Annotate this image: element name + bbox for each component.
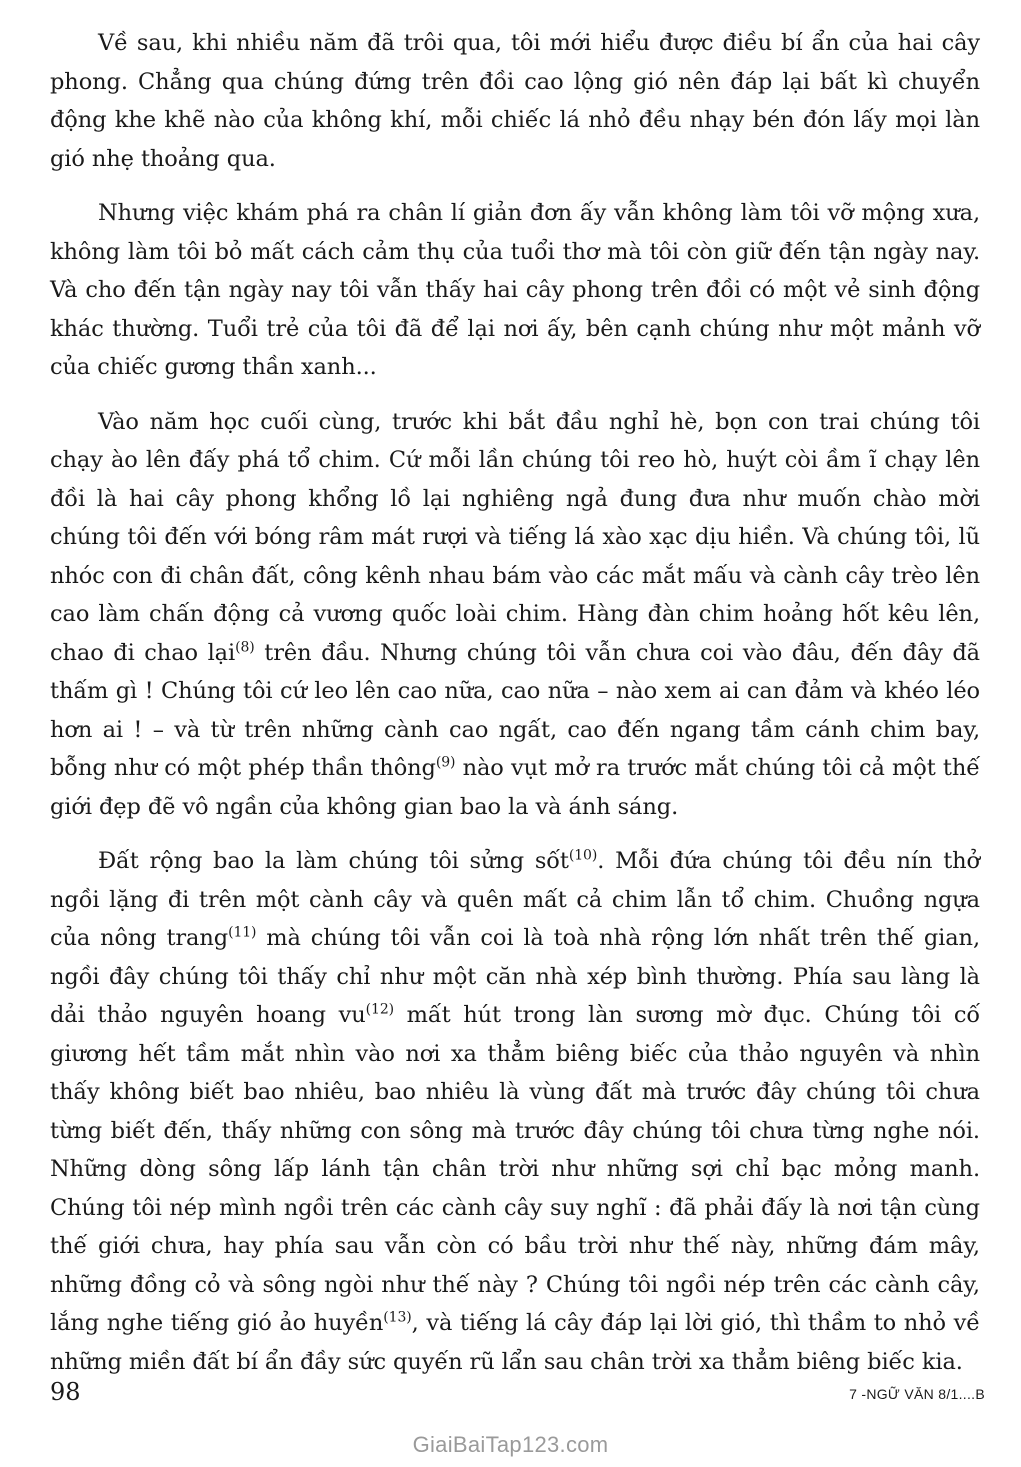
paragraph-text: Nhưng việc khám phá ra chân lí giản đơn ấy vẫn không làm tôi vỡ mộng xưa, không làm tôi bỏ mất cách cảm thụ của tuổi thơ mà tôi còn giữ đến tận ngày nay. Và cho đến tận ngày nay tôi vẫn thấy hai cây phong trên đồi có một vẻ sinh động khác thường. Tuổi trẻ của tôi đã để lại nơi ấy, bên cạnh chúng như một mảnh vỡ của chiếc gương thần xanh...	[50, 200, 980, 380]
footnote-marker: (11)	[228, 924, 257, 941]
paragraph-text: Đất rộng bao la làm chúng tôi sửng sốt	[98, 848, 569, 874]
footnote-marker: (13)	[383, 1309, 412, 1326]
page-number: 98	[50, 1378, 81, 1406]
paragraph-text: trên đầu. Nhưng chúng tôi vẫn chưa coi vào đâu, đến đây đã thấm gì ! Chúng tôi cứ leo lên cao nữa, cao nữa – nào xem ai can đảm và khéo léo hơn ai ! – và từ trên những cành cao ngất, cao đến ngang tầm cánh chim bay, bỗng như có một phép thần thông	[50, 639, 980, 781]
paragraph-text: . Mỗi đứa chúng tôi đều nín thở ngồi lặng đi trên một cành cây và quên mất cả chim lẫn tổ chim. Chuồng ngựa của nông trang	[50, 848, 980, 951]
footnote-marker: (10)	[568, 847, 598, 864]
watermark-text: GiaiBaiTap123.com	[412, 1432, 609, 1457]
page-body	[50, 24, 980, 1381]
paragraph-text: nào vụt mở ra trước mắt chúng tôi cả một thế giới đẹp đẽ vô ngần của không gian bao la và ánh sáng.	[50, 755, 980, 820]
paragraph-text: Về sau, khi nhiều năm đã trôi qua, tôi mới hiểu được điều bí ẩn của hai cây phong. Chẳng qua chúng đứng trên đồi cao lộng gió nên đáp lại bất kì chuyển động khe khẽ nào của không khí, mỗi chiếc lá nhỏ đều nhạy bén đón lấy mọi làn gió nhẹ thoảng qua.	[50, 30, 980, 172]
footnote-marker: (8)	[235, 639, 255, 655]
footnote-marker: (9)	[435, 754, 456, 771]
paragraph-text: mất hút trong làn sương mờ đục. Chúng tôi cố giương hết tầm mắt nhìn vào nơi xa thẳm biêng biếc của thảo nguyên và nhìn thấy không biết bao nhiêu, bao nhiêu là vùng đất mà trước đây chúng tôi chưa từng biết đến, thấy những con sông mà trước đây chúng tôi chưa từng nghe nói. Những dòng sông lấp lánh tận chân trời như những sợi chỉ bạc mỏng manh. Chúng tôi nép mình ngồi trên các cành cây suy nghĩ : đã phải đấy là nơi tận cùng thế giới chưa, hay phía sau vẫn còn có bầu trời như thế này, những đám mây, những đồng cỏ và sông ngòi như thế này ? Chúng tôi ngồi nép trên các cành cây, lắng nghe tiếng gió ảo huyền	[50, 1002, 980, 1336]
paragraph-2	[50, 194, 980, 387]
paragraph-text: Vào năm học cuối cùng, trước khi bắt đầu nghỉ hè, bọn con trai chúng tôi chạy ào lên đấy phá tổ chim. Cứ mỗi lần chúng tôi reo hò, huýt còi ầm ĩ chạy lên đồi là hai cây phong khổng lồ lại nghiêng ngả đung đưa như muốn chào mời chúng tôi đến với bóng râm mát rượi và tiếng lá xào xạc dịu hiền. Và chúng tôi, lũ nhóc con đi chân đất, công kênh nhau bám vào các mắt mấu và cành cây trèo lên cao làm chấn động cả vương quốc loài chim. Hàng đàn chim hoảng hốt kêu lên, chao đi chao lại	[50, 408, 980, 666]
paragraph-text: mà chúng tôi vẫn coi là toà nhà rộng lớn nhất trên thế gian, ngồi đây chúng tôi thấy chỉ như một căn nhà xép bình thường. Phía sau làng là dải thảo nguyên hoang vu	[50, 925, 981, 1028]
page-footer	[50, 1378, 985, 1412]
book-code: 7 -NGỮ VĂN 8/1....B	[849, 1386, 985, 1402]
paragraph-1	[50, 24, 980, 178]
paragraph-3	[50, 403, 980, 827]
paragraph-text: , và tiếng lá cây đáp lại lời gió, thì thầm to nhỏ về những miền đất bí ẩn đầy sức quyến rũ lẩn sau chân trời xa thẳm biêng biếc kia.	[50, 1310, 980, 1375]
paragraph-4	[50, 842, 980, 1381]
footnote-marker: (12)	[365, 1001, 394, 1018]
